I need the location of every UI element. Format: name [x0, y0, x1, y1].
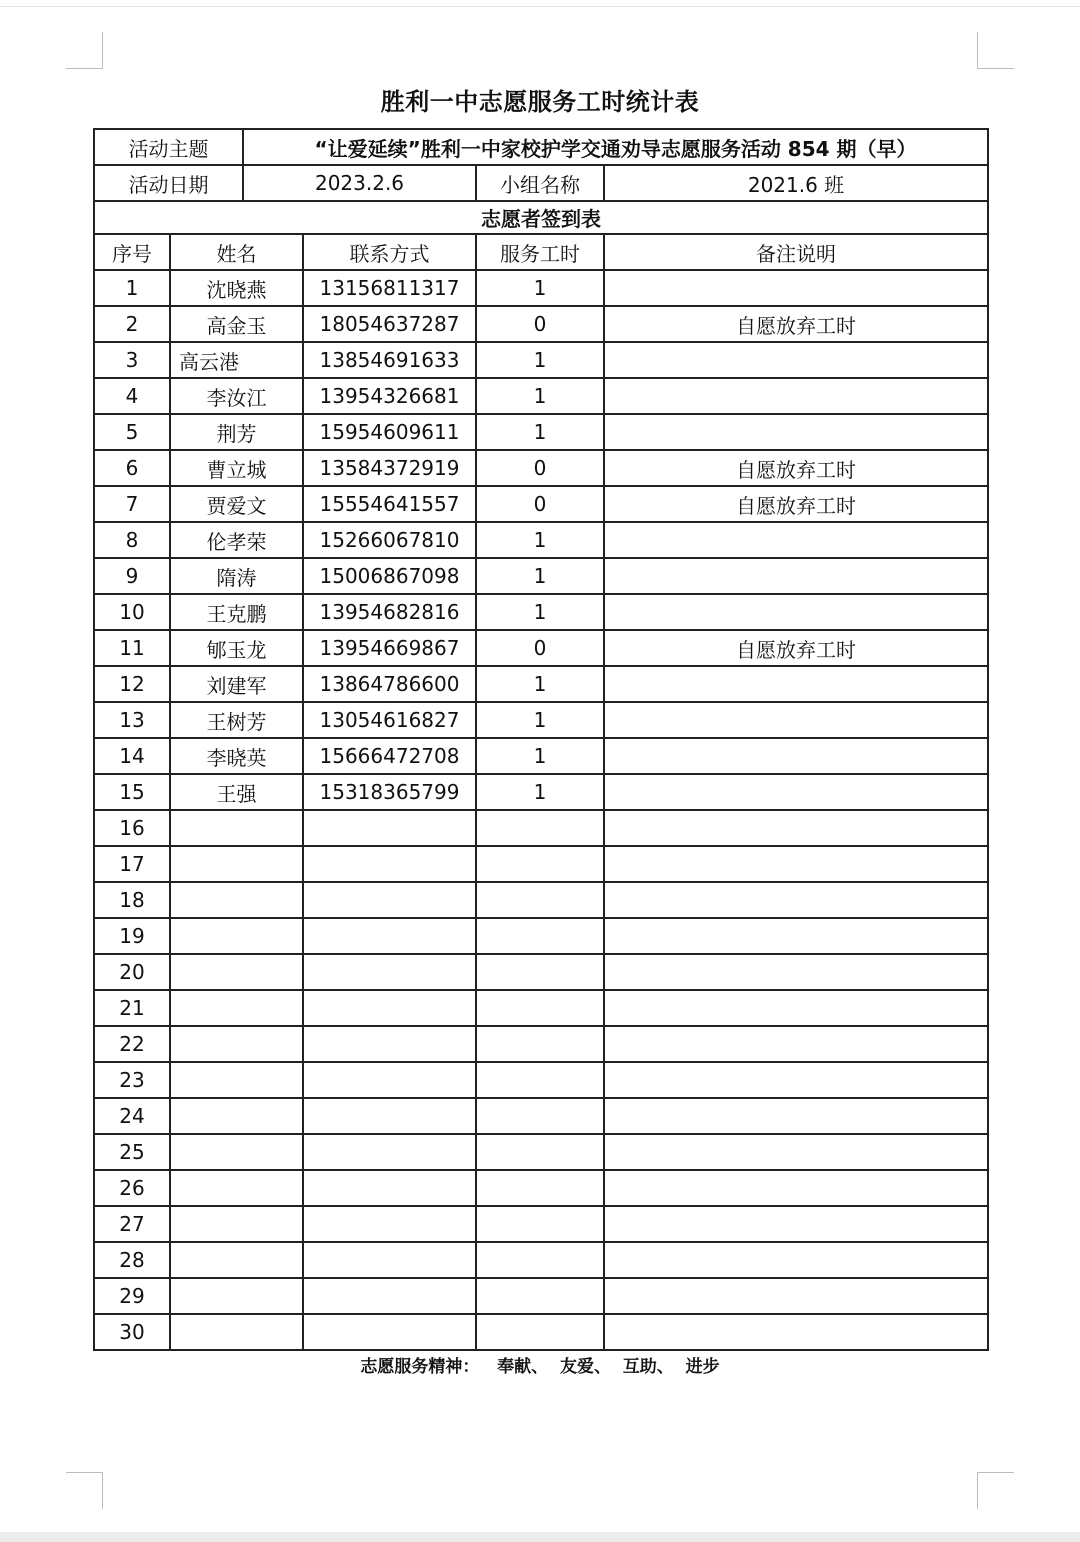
column-header-name: 姓名: [170, 234, 303, 270]
table-row: [94, 1278, 988, 1314]
row-hours-cell: [476, 954, 604, 990]
document-title: 胜利一中志愿服务工时统计表: [380, 88, 700, 116]
crop-mark-top-left: [66, 32, 103, 69]
row-contact-cell: [303, 846, 476, 882]
row-remarks-cell: [604, 594, 988, 630]
row-contact-cell: 13864786600: [303, 666, 476, 702]
row-hours-cell: 1: [476, 414, 604, 450]
row-name-cell: 荆芳: [170, 414, 303, 450]
row-contact-cell: [303, 1242, 476, 1278]
row-remarks-cell: [604, 1206, 988, 1242]
table-row: [94, 1026, 988, 1062]
row-index-cell: 17: [94, 846, 170, 882]
row-contact-cell: 15554641557: [303, 486, 476, 522]
row-remarks-cell: [604, 1170, 988, 1206]
page-bottom-edge: [0, 1532, 1080, 1542]
crop-mark-top-right: [977, 32, 1014, 69]
row-hours-cell: 1: [476, 342, 604, 378]
table-row: [94, 1062, 988, 1098]
row-name-cell: [170, 1026, 303, 1062]
activity-theme-label: 活动主题: [94, 129, 243, 165]
row-index-cell: 25: [94, 1134, 170, 1170]
row-index-cell: 18: [94, 882, 170, 918]
row-remarks-cell: 自愿放弃工时: [604, 486, 988, 522]
row-hours-cell: [476, 918, 604, 954]
table-row: [94, 846, 988, 882]
row-name-cell: 王克鹏: [170, 594, 303, 630]
column-header-row: [94, 234, 988, 270]
table-row: [94, 1098, 988, 1134]
table-row: [94, 810, 988, 846]
row-contact-cell: 13584372919: [303, 450, 476, 486]
row-name-cell: [170, 1206, 303, 1242]
row-remarks-cell: 自愿放弃工时: [604, 630, 988, 666]
row-contact-cell: [303, 1170, 476, 1206]
column-header-index: 序号: [94, 234, 170, 270]
row-index-cell: 14: [94, 738, 170, 774]
row-hours-cell: 0: [476, 450, 604, 486]
row-contact-cell: [303, 918, 476, 954]
row-name-cell: [170, 882, 303, 918]
table-row: [94, 774, 988, 810]
row-name-cell: 李晓英: [170, 738, 303, 774]
row-hours-cell: 1: [476, 702, 604, 738]
table-body: [94, 129, 988, 1350]
row-remarks-cell: [604, 270, 988, 306]
row-name-cell: [170, 954, 303, 990]
row-index-cell: 27: [94, 1206, 170, 1242]
table-row: [94, 1134, 988, 1170]
row-remarks-cell: [604, 810, 988, 846]
row-name-cell: [170, 846, 303, 882]
group-name-value: 2021.6 班: [604, 165, 988, 201]
row-index-cell: 28: [94, 1242, 170, 1278]
table-row: [94, 738, 988, 774]
row-contact-cell: 13954682816: [303, 594, 476, 630]
row-hours-cell: [476, 882, 604, 918]
crop-mark-bottom-left: [66, 1472, 103, 1509]
row-remarks-cell: [604, 378, 988, 414]
row-contact-cell: [303, 1134, 476, 1170]
row-index-cell: 3: [94, 342, 170, 378]
table-row: [94, 702, 988, 738]
row-contact-cell: [303, 1062, 476, 1098]
volunteer-spirit-footer: 志愿服务精神： 奉献、 友爱、 互助、 进步: [360, 1357, 720, 1377]
row-name-cell: 郇玉龙: [170, 630, 303, 666]
row-hours-cell: 1: [476, 522, 604, 558]
row-name-cell: 沈晓燕: [170, 270, 303, 306]
row-hours-cell: 1: [476, 738, 604, 774]
row-remarks-cell: [604, 882, 988, 918]
row-contact-cell: [303, 990, 476, 1026]
row-index-cell: 23: [94, 1062, 170, 1098]
row-hours-cell: [476, 1062, 604, 1098]
row-contact-cell: [303, 1314, 476, 1350]
row-hours-cell: 0: [476, 486, 604, 522]
row-name-cell: [170, 810, 303, 846]
row-index-cell: 5: [94, 414, 170, 450]
row-remarks-cell: [604, 1062, 988, 1098]
row-index-cell: 4: [94, 378, 170, 414]
row-hours-cell: [476, 810, 604, 846]
row-name-cell: 王强: [170, 774, 303, 810]
row-hours-cell: 1: [476, 270, 604, 306]
row-index-cell: 15: [94, 774, 170, 810]
row-hours-cell: [476, 846, 604, 882]
row-remarks-cell: [604, 1242, 988, 1278]
row-hours-cell: 1: [476, 558, 604, 594]
row-index-cell: 2: [94, 306, 170, 342]
row-index-cell: 12: [94, 666, 170, 702]
table-row: [94, 270, 988, 306]
row-hours-cell: 1: [476, 594, 604, 630]
row-hours-cell: [476, 1242, 604, 1278]
row-name-cell: 刘建军: [170, 666, 303, 702]
row-index-cell: 10: [94, 594, 170, 630]
row-remarks-cell: [604, 918, 988, 954]
row-contact-cell: 13054616827: [303, 702, 476, 738]
row-contact-cell: 18054637287: [303, 306, 476, 342]
row-remarks-cell: [604, 990, 988, 1026]
sign-in-sheet-heading: 志愿者签到表: [94, 201, 988, 234]
row-contact-cell: 13156811317: [303, 270, 476, 306]
row-name-cell: [170, 1170, 303, 1206]
row-index-cell: 16: [94, 810, 170, 846]
table-row: [94, 522, 988, 558]
row-name-cell: 曹立城: [170, 450, 303, 486]
table-row: [94, 414, 988, 450]
table-row: [94, 558, 988, 594]
row-name-cell: [170, 1242, 303, 1278]
row-hours-cell: 1: [476, 774, 604, 810]
row-contact-cell: [303, 954, 476, 990]
date-group-row: [94, 165, 988, 201]
table-row: [94, 882, 988, 918]
row-contact-cell: [303, 1278, 476, 1314]
row-hours-cell: [476, 1170, 604, 1206]
table-row: [94, 1314, 988, 1350]
table-row: [94, 990, 988, 1026]
row-remarks-cell: 自愿放弃工时: [604, 306, 988, 342]
row-index-cell: 9: [94, 558, 170, 594]
row-index-cell: 21: [94, 990, 170, 1026]
row-hours-cell: 1: [476, 378, 604, 414]
row-index-cell: 26: [94, 1170, 170, 1206]
table-row: [94, 594, 988, 630]
row-remarks-cell: [604, 666, 988, 702]
theme-row: [94, 129, 988, 165]
row-name-cell: [170, 1098, 303, 1134]
table-row: [94, 954, 988, 990]
row-hours-cell: [476, 990, 604, 1026]
row-remarks-cell: 自愿放弃工时: [604, 450, 988, 486]
row-index-cell: 13: [94, 702, 170, 738]
row-contact-cell: 13954326681: [303, 378, 476, 414]
row-index-cell: 8: [94, 522, 170, 558]
row-hours-cell: 0: [476, 630, 604, 666]
activity-date-value: 2023.2.6: [243, 165, 476, 201]
row-name-cell: 高金玉: [170, 306, 303, 342]
row-index-cell: 11: [94, 630, 170, 666]
row-remarks-cell: [604, 558, 988, 594]
row-name-cell: 王树芳: [170, 702, 303, 738]
row-contact-cell: 15266067810: [303, 522, 476, 558]
row-contact-cell: 13854691633: [303, 342, 476, 378]
row-index-cell: 19: [94, 918, 170, 954]
column-header-remarks: 备注说明: [604, 234, 988, 270]
row-contact-cell: [303, 882, 476, 918]
table-row: [94, 666, 988, 702]
row-remarks-cell: [604, 846, 988, 882]
row-remarks-cell: [604, 342, 988, 378]
row-hours-cell: [476, 1278, 604, 1314]
row-name-cell: 隋涛: [170, 558, 303, 594]
page-top-edge: [0, 6, 1080, 7]
row-index-cell: 24: [94, 1098, 170, 1134]
row-index-cell: 30: [94, 1314, 170, 1350]
row-remarks-cell: [604, 414, 988, 450]
table-row: [94, 1170, 988, 1206]
table-row: [94, 342, 988, 378]
activity-date-label: 活动日期: [94, 165, 243, 201]
column-header-contact: 联系方式: [303, 234, 476, 270]
table-row: [94, 630, 988, 666]
activity-theme-value: “让爱延续”胜利一中家校护学交通劝导志愿服务活动 854 期（早）: [243, 129, 988, 165]
row-index-cell: 6: [94, 450, 170, 486]
row-remarks-cell: [604, 1026, 988, 1062]
row-name-cell: [170, 1134, 303, 1170]
row-remarks-cell: [604, 774, 988, 810]
row-remarks-cell: [604, 1134, 988, 1170]
row-hours-cell: 0: [476, 306, 604, 342]
row-name-cell: [170, 1278, 303, 1314]
table-row: [94, 378, 988, 414]
row-remarks-cell: [604, 1314, 988, 1350]
row-contact-cell: 15318365799: [303, 774, 476, 810]
row-remarks-cell: [604, 1278, 988, 1314]
row-name-cell: [170, 1062, 303, 1098]
row-contact-cell: [303, 1206, 476, 1242]
row-remarks-cell: [604, 954, 988, 990]
row-contact-cell: 15666472708: [303, 738, 476, 774]
row-hours-cell: [476, 1098, 604, 1134]
group-name-label: 小组名称: [476, 165, 604, 201]
table-row: [94, 450, 988, 486]
row-remarks-cell: [604, 702, 988, 738]
volunteer-hours-table: [93, 128, 989, 1351]
table-row: [94, 1206, 988, 1242]
row-name-cell: 李汝江: [170, 378, 303, 414]
row-hours-cell: [476, 1206, 604, 1242]
row-name-cell: [170, 918, 303, 954]
row-remarks-cell: [604, 522, 988, 558]
row-name-cell: 贾爱文: [170, 486, 303, 522]
row-contact-cell: 15006867098: [303, 558, 476, 594]
row-remarks-cell: [604, 1098, 988, 1134]
table-row: [94, 306, 988, 342]
column-header-hours: 服务工时: [476, 234, 604, 270]
row-remarks-cell: [604, 738, 988, 774]
row-index-cell: 22: [94, 1026, 170, 1062]
row-contact-cell: 15954609611: [303, 414, 476, 450]
row-index-cell: 29: [94, 1278, 170, 1314]
row-index-cell: 7: [94, 486, 170, 522]
row-index-cell: 1: [94, 270, 170, 306]
row-hours-cell: [476, 1134, 604, 1170]
table-row: [94, 486, 988, 522]
sign-in-sheet-row: [94, 201, 988, 234]
row-name-cell: 伦孝荣: [170, 522, 303, 558]
row-name-cell: 高云港: [170, 342, 303, 378]
row-name-cell: [170, 1314, 303, 1350]
table-row: [94, 918, 988, 954]
crop-mark-bottom-right: [977, 1472, 1014, 1509]
table-row: [94, 1242, 988, 1278]
row-hours-cell: [476, 1026, 604, 1062]
row-contact-cell: [303, 1026, 476, 1062]
row-contact-cell: [303, 1098, 476, 1134]
row-name-cell: [170, 990, 303, 1026]
row-hours-cell: 1: [476, 666, 604, 702]
row-hours-cell: [476, 1314, 604, 1350]
row-contact-cell: 13954669867: [303, 630, 476, 666]
row-index-cell: 20: [94, 954, 170, 990]
row-contact-cell: [303, 810, 476, 846]
